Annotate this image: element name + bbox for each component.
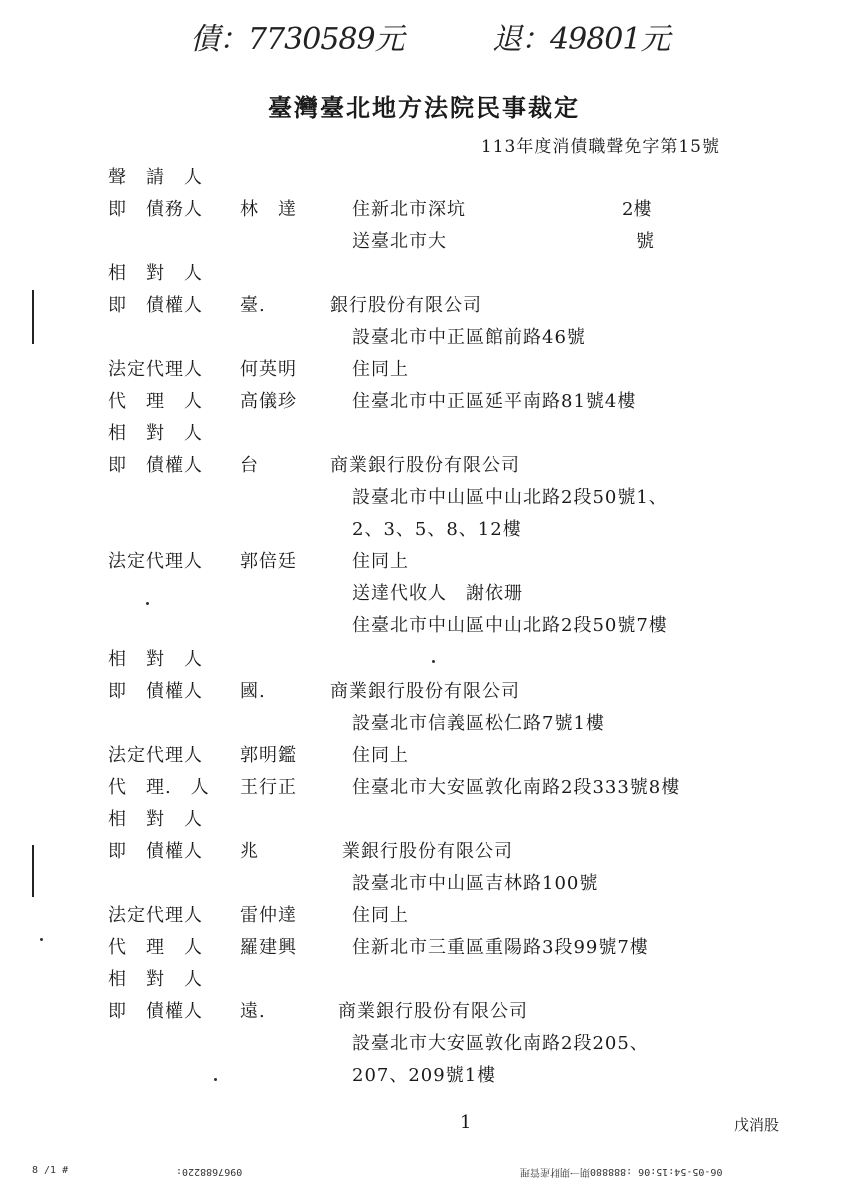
party-name: 王行正 xyxy=(240,777,297,798)
party-role: 相 對 人 xyxy=(108,423,203,444)
party-address: 207、209號1樓 xyxy=(352,1065,497,1086)
margin-mark xyxy=(32,845,34,897)
party-role: 代 理 人 xyxy=(108,391,203,412)
party-role: 即 債權人 xyxy=(108,681,203,702)
scan-speck xyxy=(40,938,43,941)
fax-footer-right: 06-05-54:15:06 :888880期一期財產管理 xyxy=(520,1166,723,1177)
handwritten-debt-note: 債：7730589元 xyxy=(190,22,404,57)
scan-speck xyxy=(146,602,149,605)
party-name: 雷仲達 xyxy=(240,905,297,926)
fax-footer-left: 8 /1 # xyxy=(32,1165,69,1176)
party-name: 高儀珍 xyxy=(240,391,297,412)
party-name: 羅建興 xyxy=(240,937,297,958)
party-name: 臺. xyxy=(240,295,266,316)
page-number: 1 xyxy=(460,1112,472,1133)
party-address: 設臺北市信義區松仁路7號1樓 xyxy=(352,713,605,734)
party-address: 設臺北市中正區館前路46號 xyxy=(352,327,586,348)
party-role: 即 債權人 xyxy=(108,455,203,476)
party-role: 聲 請 人 xyxy=(108,167,203,188)
party-address: 送臺北市大 xyxy=(352,231,447,252)
party-role: 代 理 人 xyxy=(108,937,203,958)
party-address: 設臺北市大安區敦化南路2段205、 xyxy=(352,1033,649,1054)
address-tail: 2樓 xyxy=(622,199,652,220)
party-role: 法定代理人 xyxy=(108,359,203,380)
party-address: 設臺北市中山區中山北路2段50號1、 xyxy=(352,487,668,508)
party-address: 設臺北市中山區吉林路100號 xyxy=(352,873,599,894)
party-role: 法定代理人 xyxy=(108,745,203,766)
case-number: 113年度消債職聲免字第15號 xyxy=(480,137,720,157)
document-title: 臺灣臺北地方法院民事裁定 xyxy=(268,93,580,122)
party-address: 住同上 xyxy=(352,745,409,766)
scan-speck xyxy=(432,660,435,663)
party-role: 相 對 人 xyxy=(108,263,203,284)
party-role: 代 理. 人 xyxy=(108,777,210,798)
scan-speck xyxy=(214,1078,217,1081)
party-name: 台 xyxy=(240,455,259,476)
fax-footer-mid: 0967688220: xyxy=(176,1166,243,1177)
party-address: 商業銀行股份有限公司 xyxy=(330,681,520,702)
party-role: 法定代理人 xyxy=(108,551,203,572)
party-address: 住同上 xyxy=(352,551,409,572)
party-role: 相 對 人 xyxy=(108,809,203,830)
party-name: 兆 xyxy=(240,841,259,862)
address-tail: 號 xyxy=(636,231,654,252)
party-address: 商業銀行股份有限公司 xyxy=(338,1001,528,1022)
handwritten-refund-note: 退：49801元 xyxy=(492,22,670,57)
party-address: 住新北市三重區重陽路3段99號7樓 xyxy=(352,937,649,958)
party-address: 送達代收人 謝依珊 xyxy=(352,583,523,604)
party-address: 2、3、5、8、12樓 xyxy=(352,519,522,540)
party-name: 國. xyxy=(240,681,266,702)
party-role: 即 債權人 xyxy=(108,295,203,316)
party-address: 住同上 xyxy=(352,905,409,926)
party-name: 何英明 xyxy=(240,359,297,380)
court-section: 戊消股 xyxy=(734,1116,780,1134)
party-name: 遠. xyxy=(240,1001,266,1022)
party-address: 住同上 xyxy=(352,359,409,380)
party-address: 商業銀行股份有限公司 xyxy=(330,455,520,476)
party-name: 郭明鑑 xyxy=(240,745,297,766)
party-role: 相 對 人 xyxy=(108,969,203,990)
party-address: 業銀行股份有限公司 xyxy=(342,841,513,862)
margin-mark xyxy=(32,290,34,344)
party-role: 相 對 人 xyxy=(108,649,203,670)
party-name: 林 達 xyxy=(240,199,297,220)
party-address: 住臺北市中山區中山北路2段50號7樓 xyxy=(352,615,668,636)
party-address: 住新北市深坑 xyxy=(352,199,466,220)
party-role: 即 債權人 xyxy=(108,1001,203,1022)
party-address: 住臺北市大安區敦化南路2段333號8樓 xyxy=(352,777,681,798)
party-address: 住臺北市中正區延平南路81號4樓 xyxy=(352,391,637,412)
party-address: 銀行股份有限公司 xyxy=(330,295,482,316)
party-role: 法定代理人 xyxy=(108,905,203,926)
party-role: 即 債務人 xyxy=(108,199,203,220)
party-role: 即 債權人 xyxy=(108,841,203,862)
party-name: 郭倍廷 xyxy=(240,551,297,572)
